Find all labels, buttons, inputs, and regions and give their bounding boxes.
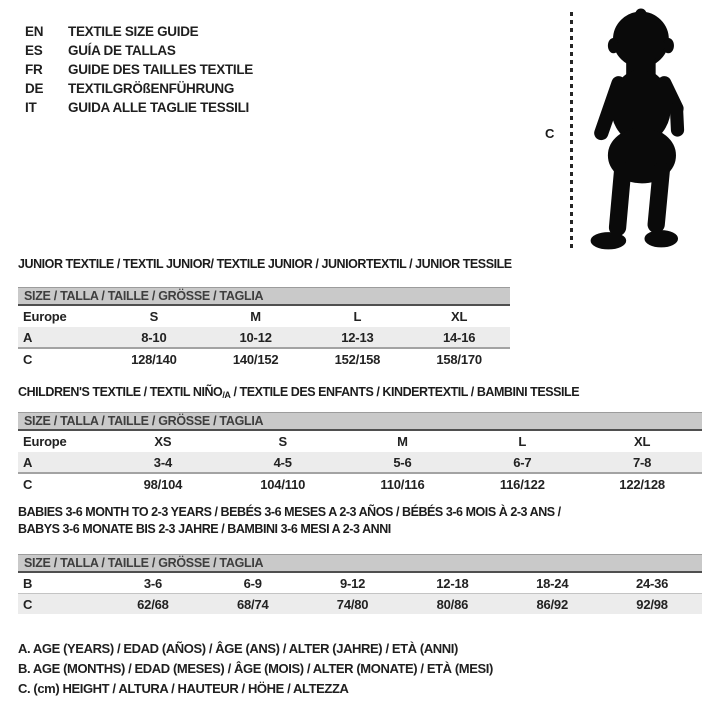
- row-label: Europe: [23, 434, 67, 449]
- size-cell: 110/116: [343, 473, 463, 494]
- size-cell: 104/110: [223, 473, 343, 494]
- junior-table-title: JUNIOR TEXTILE / TEXTIL JUNIOR/ TEXTILE JUNIOR / JUNIORTEXTIL / JUNIOR TESSILE: [18, 257, 512, 271]
- size-cell: L: [353, 309, 362, 324]
- children-size-table: [18, 412, 702, 494]
- language-row-fr: [25, 60, 253, 79]
- size-cell: M: [250, 309, 261, 324]
- size-cell: 74/80: [303, 594, 403, 615]
- size-cell: XS: [154, 434, 172, 449]
- legend-height-cm: C. (cm) HEIGHT / ALTURA / HAUTEUR / HÖHE / ALTEZZA: [18, 681, 349, 696]
- language-title: GUIDA ALLE TAGLIE TESSILI: [68, 100, 249, 115]
- children-title-subscript: /A: [222, 390, 231, 400]
- height-figure: [540, 5, 715, 257]
- size-cell: 122/128: [582, 473, 702, 494]
- junior-size-table: [18, 287, 510, 369]
- babies-title-line1: BABIES 3-6 MONTH TO 2-3 YEARS / BEBÉS 3-6 MESES A 2-3 AÑOS / BÉBÉS 3-6 MOIS À 2-3 ANS /: [18, 505, 561, 519]
- size-cell: S: [278, 434, 287, 449]
- table-row-months: [18, 572, 702, 594]
- table-row-height: [18, 473, 702, 494]
- row-label: C: [18, 348, 103, 369]
- language-title: GUÍA DE TALLAS: [68, 43, 176, 58]
- size-cell: 6-7: [462, 452, 582, 473]
- size-cell: 24-36: [635, 575, 669, 591]
- size-cell: L: [518, 434, 527, 449]
- size-table-header: SIZE / TALLA / TAILLE / GRÖSSE / TAGLIA: [18, 413, 702, 431]
- children-title-main: CHILDREN'S TEXTILE / TEXTIL NIÑO: [18, 385, 223, 399]
- legend-age-months: B. AGE (MONTHS) / EDAD (MESES) / ÂGE (MOIS) / ALTER (MONATE) / ETÀ (MESI): [18, 661, 493, 676]
- size-cell: 3-6: [143, 575, 163, 591]
- size-cell: 140/152: [205, 348, 307, 369]
- size-cell: 158/170: [408, 348, 510, 369]
- babies-table-title: [18, 504, 678, 538]
- size-cell: 152/158: [307, 348, 409, 369]
- height-measure-dotted-line: [570, 12, 573, 252]
- babies-title-line2: BABYS 3-6 MONATE BIS 2-3 JAHRE / BAMBINI 3-6 MESI A 2-3 ANNI: [18, 522, 391, 536]
- size-cell: 116/122: [462, 473, 582, 494]
- size-cell: 4-5: [223, 452, 343, 473]
- size-cell: M: [397, 434, 408, 449]
- row-label: Europe: [23, 309, 67, 324]
- language-title: TEXTILE SIZE GUIDE: [68, 24, 199, 39]
- row-label: C: [18, 594, 103, 615]
- language-title: GUIDE DES TAILLES TEXTILE: [68, 62, 254, 77]
- row-label: C: [18, 473, 103, 494]
- size-cell: XL: [633, 434, 651, 449]
- table-row-europe: [18, 305, 510, 327]
- toddler-silhouette-image: [584, 8, 708, 254]
- size-cell: 86/92: [502, 594, 602, 615]
- size-cell: 5-6: [343, 452, 463, 473]
- row-label: B: [23, 575, 33, 591]
- size-cell: 12-13: [307, 327, 409, 348]
- size-cell: 7-8: [582, 452, 702, 473]
- language-code: FR: [25, 62, 43, 77]
- size-cell: 92/98: [602, 594, 702, 615]
- language-title-list: [25, 22, 253, 117]
- table-row-height: [18, 594, 702, 615]
- language-title: TEXTILGRÖßENFÜHRUNG: [68, 81, 235, 96]
- row-label: A: [18, 452, 103, 473]
- size-cell: 62/68: [103, 594, 203, 615]
- size-table-header: SIZE / TALLA / TAILLE / GRÖSSE / TAGLIA: [18, 288, 510, 306]
- size-cell: XL: [451, 309, 468, 324]
- height-marker-label: C: [545, 126, 555, 141]
- table-row-age: [18, 452, 702, 473]
- language-code: ES: [25, 43, 43, 58]
- size-cell: 18-24: [536, 575, 569, 591]
- language-row-de: [25, 79, 253, 98]
- measurement-legend: [18, 641, 493, 701]
- size-cell: 128/140: [103, 348, 205, 369]
- row-label: A: [18, 327, 103, 348]
- table-row-height: [18, 348, 510, 369]
- children-title-rest: / TEXTILE DES ENFANTS / KINDERTEXTIL / BAMBINI TESSILE: [230, 385, 580, 399]
- language-row-it: [25, 98, 253, 117]
- language-code: IT: [25, 100, 37, 115]
- size-cell: 3-4: [103, 452, 223, 473]
- size-cell: 12-18: [436, 575, 469, 591]
- language-code: DE: [25, 81, 44, 96]
- size-cell: 98/104: [103, 473, 223, 494]
- size-cell: 68/74: [203, 594, 303, 615]
- table-row-europe: [18, 430, 702, 452]
- size-cell: S: [149, 309, 159, 324]
- babies-size-table: [18, 554, 702, 614]
- size-cell: 10-12: [205, 327, 307, 348]
- legend-age-years: A. AGE (YEARS) / EDAD (AÑOS) / ÂGE (ANS) / ALTER (JAHRE) / ETÀ (ANNI): [18, 641, 458, 656]
- table-row-age: [18, 327, 510, 348]
- size-table-header: SIZE / TALLA / TAILLE / GRÖSSE / TAGLIA: [18, 555, 702, 573]
- language-code: EN: [25, 24, 44, 39]
- size-cell: 14-16: [408, 327, 510, 348]
- children-table-title: [18, 385, 579, 400]
- language-row-es: [25, 41, 253, 60]
- size-cell: 8-10: [103, 327, 205, 348]
- language-row-en: [25, 22, 253, 41]
- size-cell: 80/86: [402, 594, 502, 615]
- size-cell: 9-12: [339, 575, 366, 591]
- size-cell: 6-9: [243, 575, 262, 591]
